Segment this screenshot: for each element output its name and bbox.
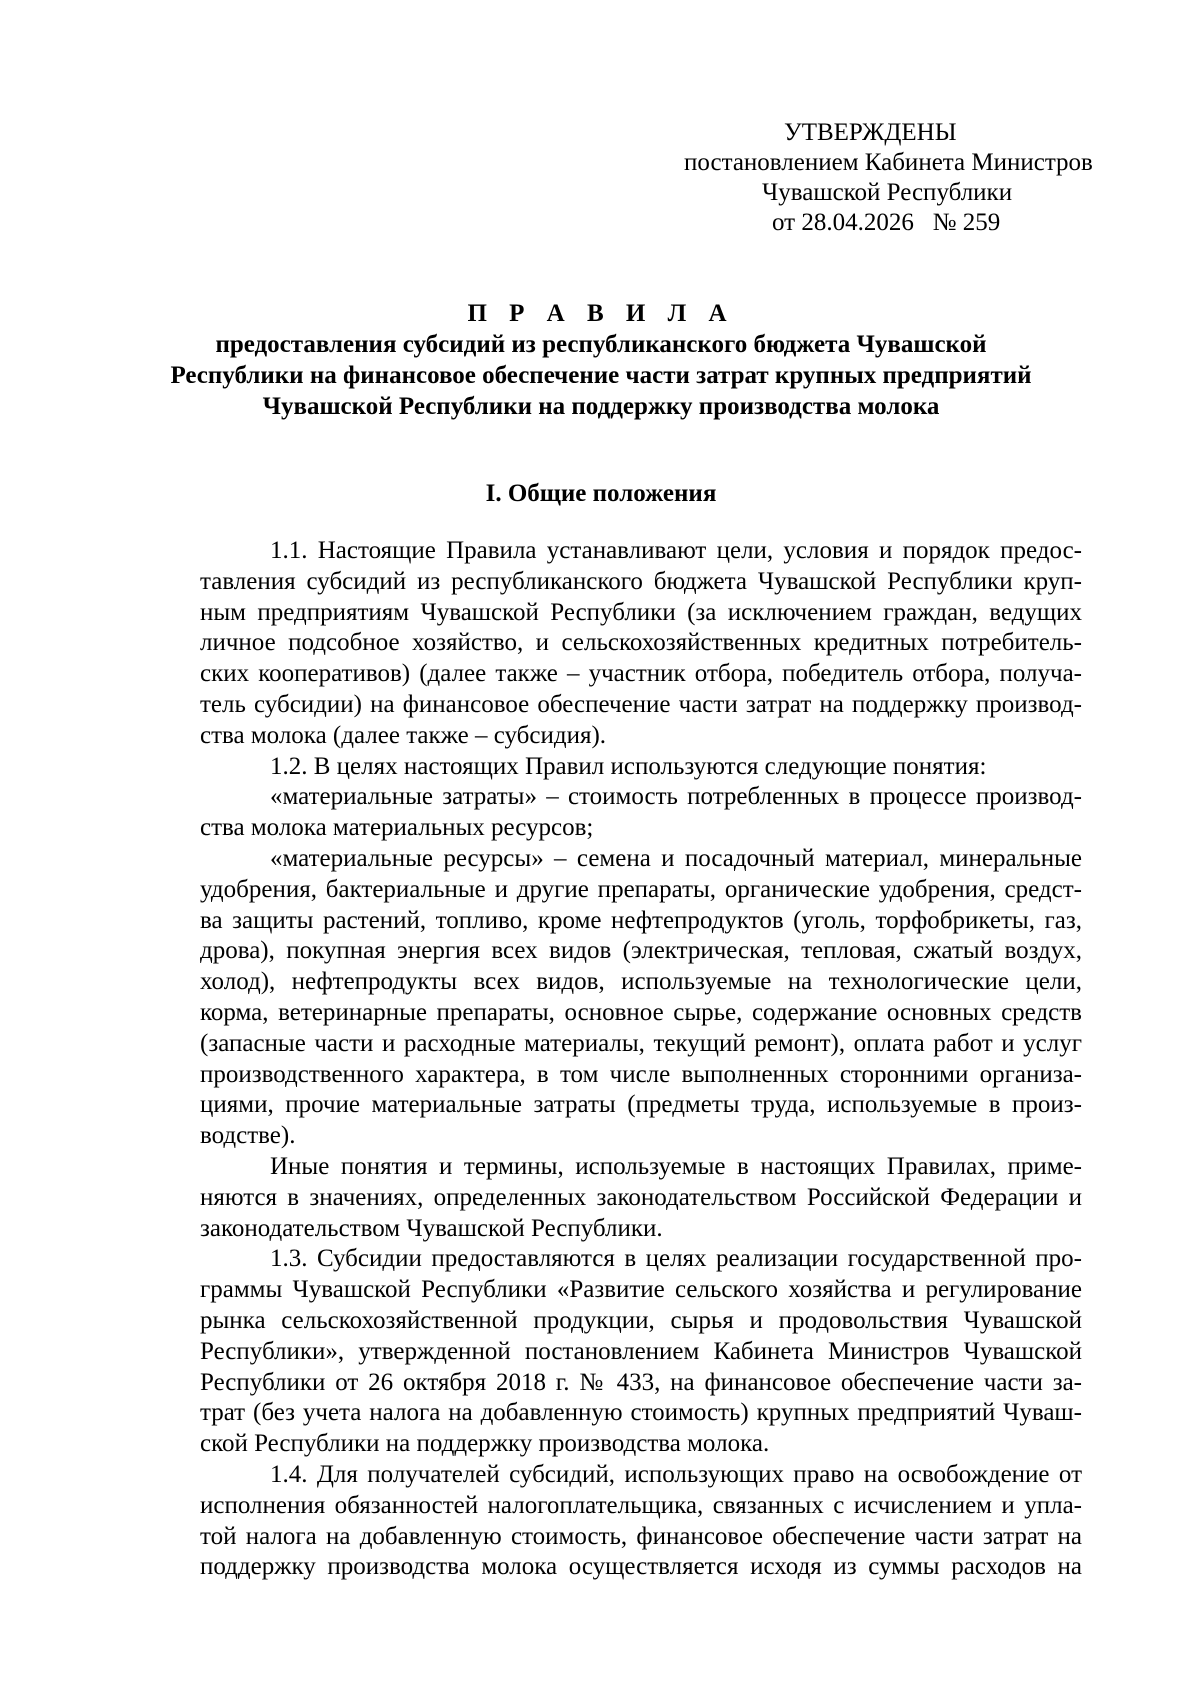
body-line: 1.3. Субсидии предоставляются в целях реализации государственной про-	[270, 1245, 1082, 1273]
title-line-3: Чувашской Республики на поддержку производства молока	[262, 393, 940, 420]
body-line: Республики», утвержденной постановлением Кабинета Министров Чувашской	[200, 1337, 1082, 1365]
body-line: граммы Чувашской Республики «Развитие сельского хозяйства и регулирование	[200, 1276, 1082, 1304]
body-line: «материальные затраты» – стоимость потребленных в процессе производ-	[270, 783, 1082, 811]
body-line: водстве).	[200, 1122, 296, 1150]
body-line: холод), нефтепродукты всех видов, используемые на технологические цели,	[200, 968, 1082, 996]
body-line: 1.1. Настоящие Правила устанавливают цели, условия и порядок предос-	[270, 537, 1082, 564]
approval-line-date-number: от 28.04.2026 № 259	[772, 209, 1001, 236]
title-line-2: Республики на финансовое обеспечение части затрат крупных предприятий	[170, 362, 1032, 389]
body-line: ских кооперативов) (далее также – участник отбора, победитель отбора, получа-	[200, 660, 1082, 688]
body-line: Иные понятия и термины, используемые в настоящих Правилах, приме-	[270, 1152, 1082, 1180]
body-line: рынка сельскохозяйственной продукции, сырья и продовольствия Чувашской	[200, 1306, 1082, 1334]
body-line: ства молока (далее также – субсидия).	[200, 721, 607, 749]
body-line: циями, прочие материальные затраты (предметы труда, используемые в произ-	[200, 1091, 1082, 1119]
approval-stamp	[640, 118, 1120, 238]
body-line: корма, ветеринарные препараты, основное сырье, содержание основных средств	[200, 998, 1082, 1026]
title-heading: П Р А В И Л А	[467, 300, 735, 327]
body-line: ской Республики на поддержку производства молока.	[200, 1430, 770, 1458]
body-line: ва защиты растений, топливо, кроме нефтепродуктов (уголь, торфобрикеты, газ,	[200, 906, 1082, 934]
body-line: исполнения обязанностей налогоплательщика, связанных с исчислением и упла-	[200, 1491, 1082, 1519]
body-line: дрова), покупная энергия всех видов (электрическая, тепловая, сжатый воздух,	[200, 937, 1082, 965]
body-line: 1.2. В целях настоящих Правил используются следующие понятия:	[270, 752, 987, 780]
body-line: ства молока материальных ресурсов;	[200, 814, 594, 842]
body-line: «материальные ресурсы» – семена и посадочный материал, минеральные	[270, 844, 1082, 872]
body-line: производственного характера, в том числе выполненных сторонними организа-	[200, 1060, 1082, 1088]
body-line: законодательством Чувашской Республики.	[200, 1214, 663, 1242]
body-line: трат (без учета налога на добавленную стоимость) крупных предприятий Чуваш-	[200, 1399, 1082, 1427]
document-body	[200, 536, 1082, 1583]
document-title	[170, 298, 1032, 422]
body-line: той налога на добавленную стоимость, финансовое обеспечение части затрат на	[200, 1522, 1082, 1550]
body-line: поддержку производства молока осуществляется исходя из суммы расходов на	[200, 1553, 1082, 1581]
body-line: личное подсобное хозяйство, и сельскохозяйственных кредитных потребитель-	[200, 629, 1082, 657]
body-line: няются в значениях, определенных законодательством Российской Федерации и	[200, 1183, 1082, 1211]
body-line: 1.4. Для получателей субсидий, использующих право на освобождение от	[270, 1460, 1082, 1488]
approval-line-region: Чувашской Республики	[762, 179, 1013, 206]
body-line: ным предприятиям Чувашской Республики (за исключением граждан, ведущих	[200, 598, 1082, 626]
body-line: тель субсидии) на финансовое обеспечение части затрат на поддержку производ-	[200, 690, 1082, 718]
title-line-1: предоставления субсидий из республиканского бюджета Чувашской	[215, 331, 987, 358]
body-line: (запасные части и расходные материалы, текущий ремонт), оплата работ и услуг	[200, 1029, 1082, 1057]
section-title: I. Общие положения	[485, 480, 717, 507]
body-line: тавления субсидий из республиканского бюджета Чувашской Республики круп-	[200, 567, 1082, 595]
body-line: удобрения, бактериальные и другие препараты, органические удобрения, средст-	[200, 875, 1082, 903]
body-line: Республики от 26 октября 2018 г. № 433, на финансовое обеспечение части за-	[200, 1368, 1082, 1396]
approval-heading: УТВЕРЖДЕНЫ	[784, 119, 957, 146]
approval-line-authority: постановлением Кабинета Министров	[684, 149, 1093, 176]
